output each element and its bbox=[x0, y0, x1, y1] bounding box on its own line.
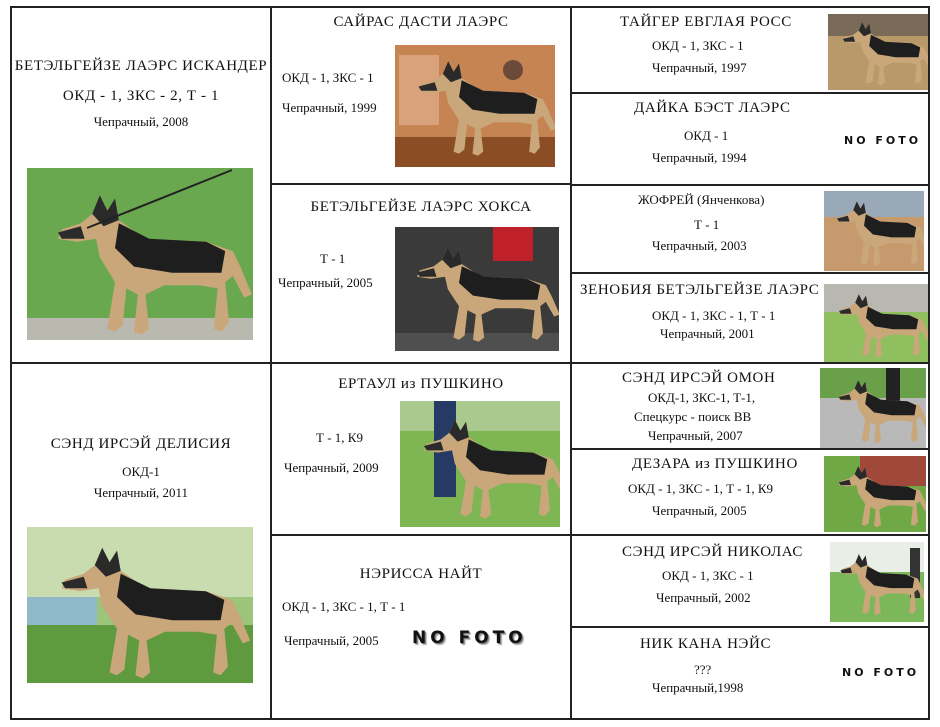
dog-info: Чепрачный, 1997 bbox=[652, 60, 747, 75]
dog-photo bbox=[400, 401, 560, 527]
pedigree-cell-granddam-1 bbox=[270, 183, 572, 364]
dog-photo bbox=[820, 368, 926, 448]
dog-titles: Т - 1 bbox=[694, 217, 720, 232]
dog-name: БЕТЭЛЬГЕЙЗЕ ЛАЭРС ХОКСА bbox=[310, 199, 532, 215]
pedigree-cell-sire bbox=[10, 6, 272, 364]
dog-titles: ОКД - 1, ЗКС - 1 bbox=[282, 70, 374, 85]
dog-photo bbox=[824, 191, 924, 271]
dog-name: ЕРТАУЛ из ПУШКИНО bbox=[338, 376, 504, 392]
dog-photo bbox=[830, 542, 924, 622]
dog-photo bbox=[27, 168, 253, 340]
pedigree-cell-ggs-4 bbox=[570, 534, 930, 628]
dog-info: Чепрачный, 2002 bbox=[656, 590, 751, 605]
dog-titles: ОКД - 1, ЗКС - 2, Т - 1 bbox=[62, 88, 220, 104]
dog-name: ЗЕНОБИЯ БЕТЭЛЬГЕЙЗЕ ЛАЭРС bbox=[580, 282, 820, 298]
dog-titles: ОКД - 1, ЗКС - 1, Т - 1 bbox=[282, 599, 406, 614]
dog-photo bbox=[824, 284, 928, 362]
dog-info: Чепрачный,1998 bbox=[652, 680, 744, 695]
dog-titles: ОКД - 1, ЗКС - 1 bbox=[662, 568, 754, 583]
dog-name: СЭНД ИРСЭЙ ДЕЛИСИЯ bbox=[50, 436, 232, 452]
dog-titles: ОКД - 1, ЗКС - 1, Т - 1 bbox=[652, 308, 776, 323]
pedigree-cell-ggd-1 bbox=[570, 92, 930, 186]
no-photo-label: NO FOTO bbox=[412, 628, 527, 648]
pedigree-cell-ggd-3 bbox=[570, 448, 930, 536]
dog-name: НЭРИССА НАЙТ bbox=[359, 566, 483, 582]
pedigree-cell-ggs-1 bbox=[570, 6, 930, 94]
dog-name: НИК КАНА НЭЙС bbox=[640, 636, 772, 652]
dog-info: Чепрачный, 2011 bbox=[93, 485, 189, 500]
dog-info: Чепрачный, 1994 bbox=[652, 150, 747, 165]
dog-info: Чепрачный, 2001 bbox=[660, 326, 755, 341]
dog-name: БЕТЭЛЬГЕЙЗЕ ЛАЭРС ИСКАНДЕР bbox=[14, 58, 268, 74]
pedigree-cell-granddam-2 bbox=[270, 534, 572, 720]
dog-titles: ОКД - 1, ЗКС - 1 bbox=[652, 38, 744, 53]
dog-titles: ОКД-1 bbox=[122, 464, 160, 479]
dog-photo bbox=[395, 227, 559, 351]
dog-name: СЭНД ИРСЭЙ ОМОН bbox=[622, 370, 776, 386]
dog-name: ЖОФРЕЙ (Янченкова) bbox=[638, 192, 765, 207]
pedigree-cell-ggd-4 bbox=[570, 626, 930, 720]
dog-photo bbox=[824, 456, 926, 532]
dog-photo bbox=[828, 14, 928, 90]
dog-name: ТАЙГЕР ЕВГЛАЯ РОСС bbox=[620, 14, 792, 30]
no-photo-label: NO FOTO bbox=[842, 666, 920, 679]
dog-photo bbox=[27, 527, 253, 683]
dog-titles: Т - 1, К9 bbox=[316, 430, 363, 445]
no-photo-label: NO FOTO bbox=[844, 134, 922, 147]
pedigree-cell-grandsire-1 bbox=[270, 6, 572, 185]
dog-titles: ??? bbox=[694, 662, 712, 677]
dog-info: Чепрачный, 1999 bbox=[282, 100, 377, 115]
dog-titles: ОКД-1, ЗКС-1, Т-1, bbox=[648, 390, 756, 405]
dog-info: Чепрачный, 2009 bbox=[284, 460, 379, 475]
pedigree-cell-ggs-2 bbox=[570, 184, 930, 274]
dog-name: СЭНД ИРСЭЙ НИКОЛАС bbox=[622, 544, 804, 560]
pedigree-cell-dam bbox=[10, 362, 272, 720]
pedigree-cell-grandsire-2 bbox=[270, 362, 572, 536]
dog-titles: ОКД - 1 bbox=[684, 128, 729, 143]
pedigree-table bbox=[10, 6, 930, 720]
dog-info: Чепрачный, 2005 bbox=[278, 275, 373, 290]
dog-info: Чепрачный, 2007 bbox=[648, 428, 743, 443]
dog-info: Чепрачный, 2003 bbox=[652, 238, 747, 253]
dog-titles: Т - 1 bbox=[320, 251, 346, 266]
dog-name: САЙРАС ДАСТИ ЛАЭРС bbox=[333, 14, 509, 30]
dog-info: Чепрачный, 2008 bbox=[93, 114, 189, 129]
pedigree-cell-ggs-3 bbox=[570, 362, 930, 450]
dog-name: ДЕЗАРА из ПУШКИНО bbox=[632, 456, 798, 472]
dog-extra: Спецкурс - поиск ВВ bbox=[634, 409, 752, 424]
dog-info: Чепрачный, 2005 bbox=[284, 633, 379, 648]
dog-info: Чепрачный, 2005 bbox=[652, 503, 747, 518]
pedigree-cell-ggd-2 bbox=[570, 272, 930, 364]
dog-name: ДАЙКА БЭСТ ЛАЭРС bbox=[634, 100, 791, 116]
dog-titles: ОКД - 1, ЗКС - 1, Т - 1, К9 bbox=[628, 481, 774, 496]
dog-photo bbox=[395, 45, 555, 167]
